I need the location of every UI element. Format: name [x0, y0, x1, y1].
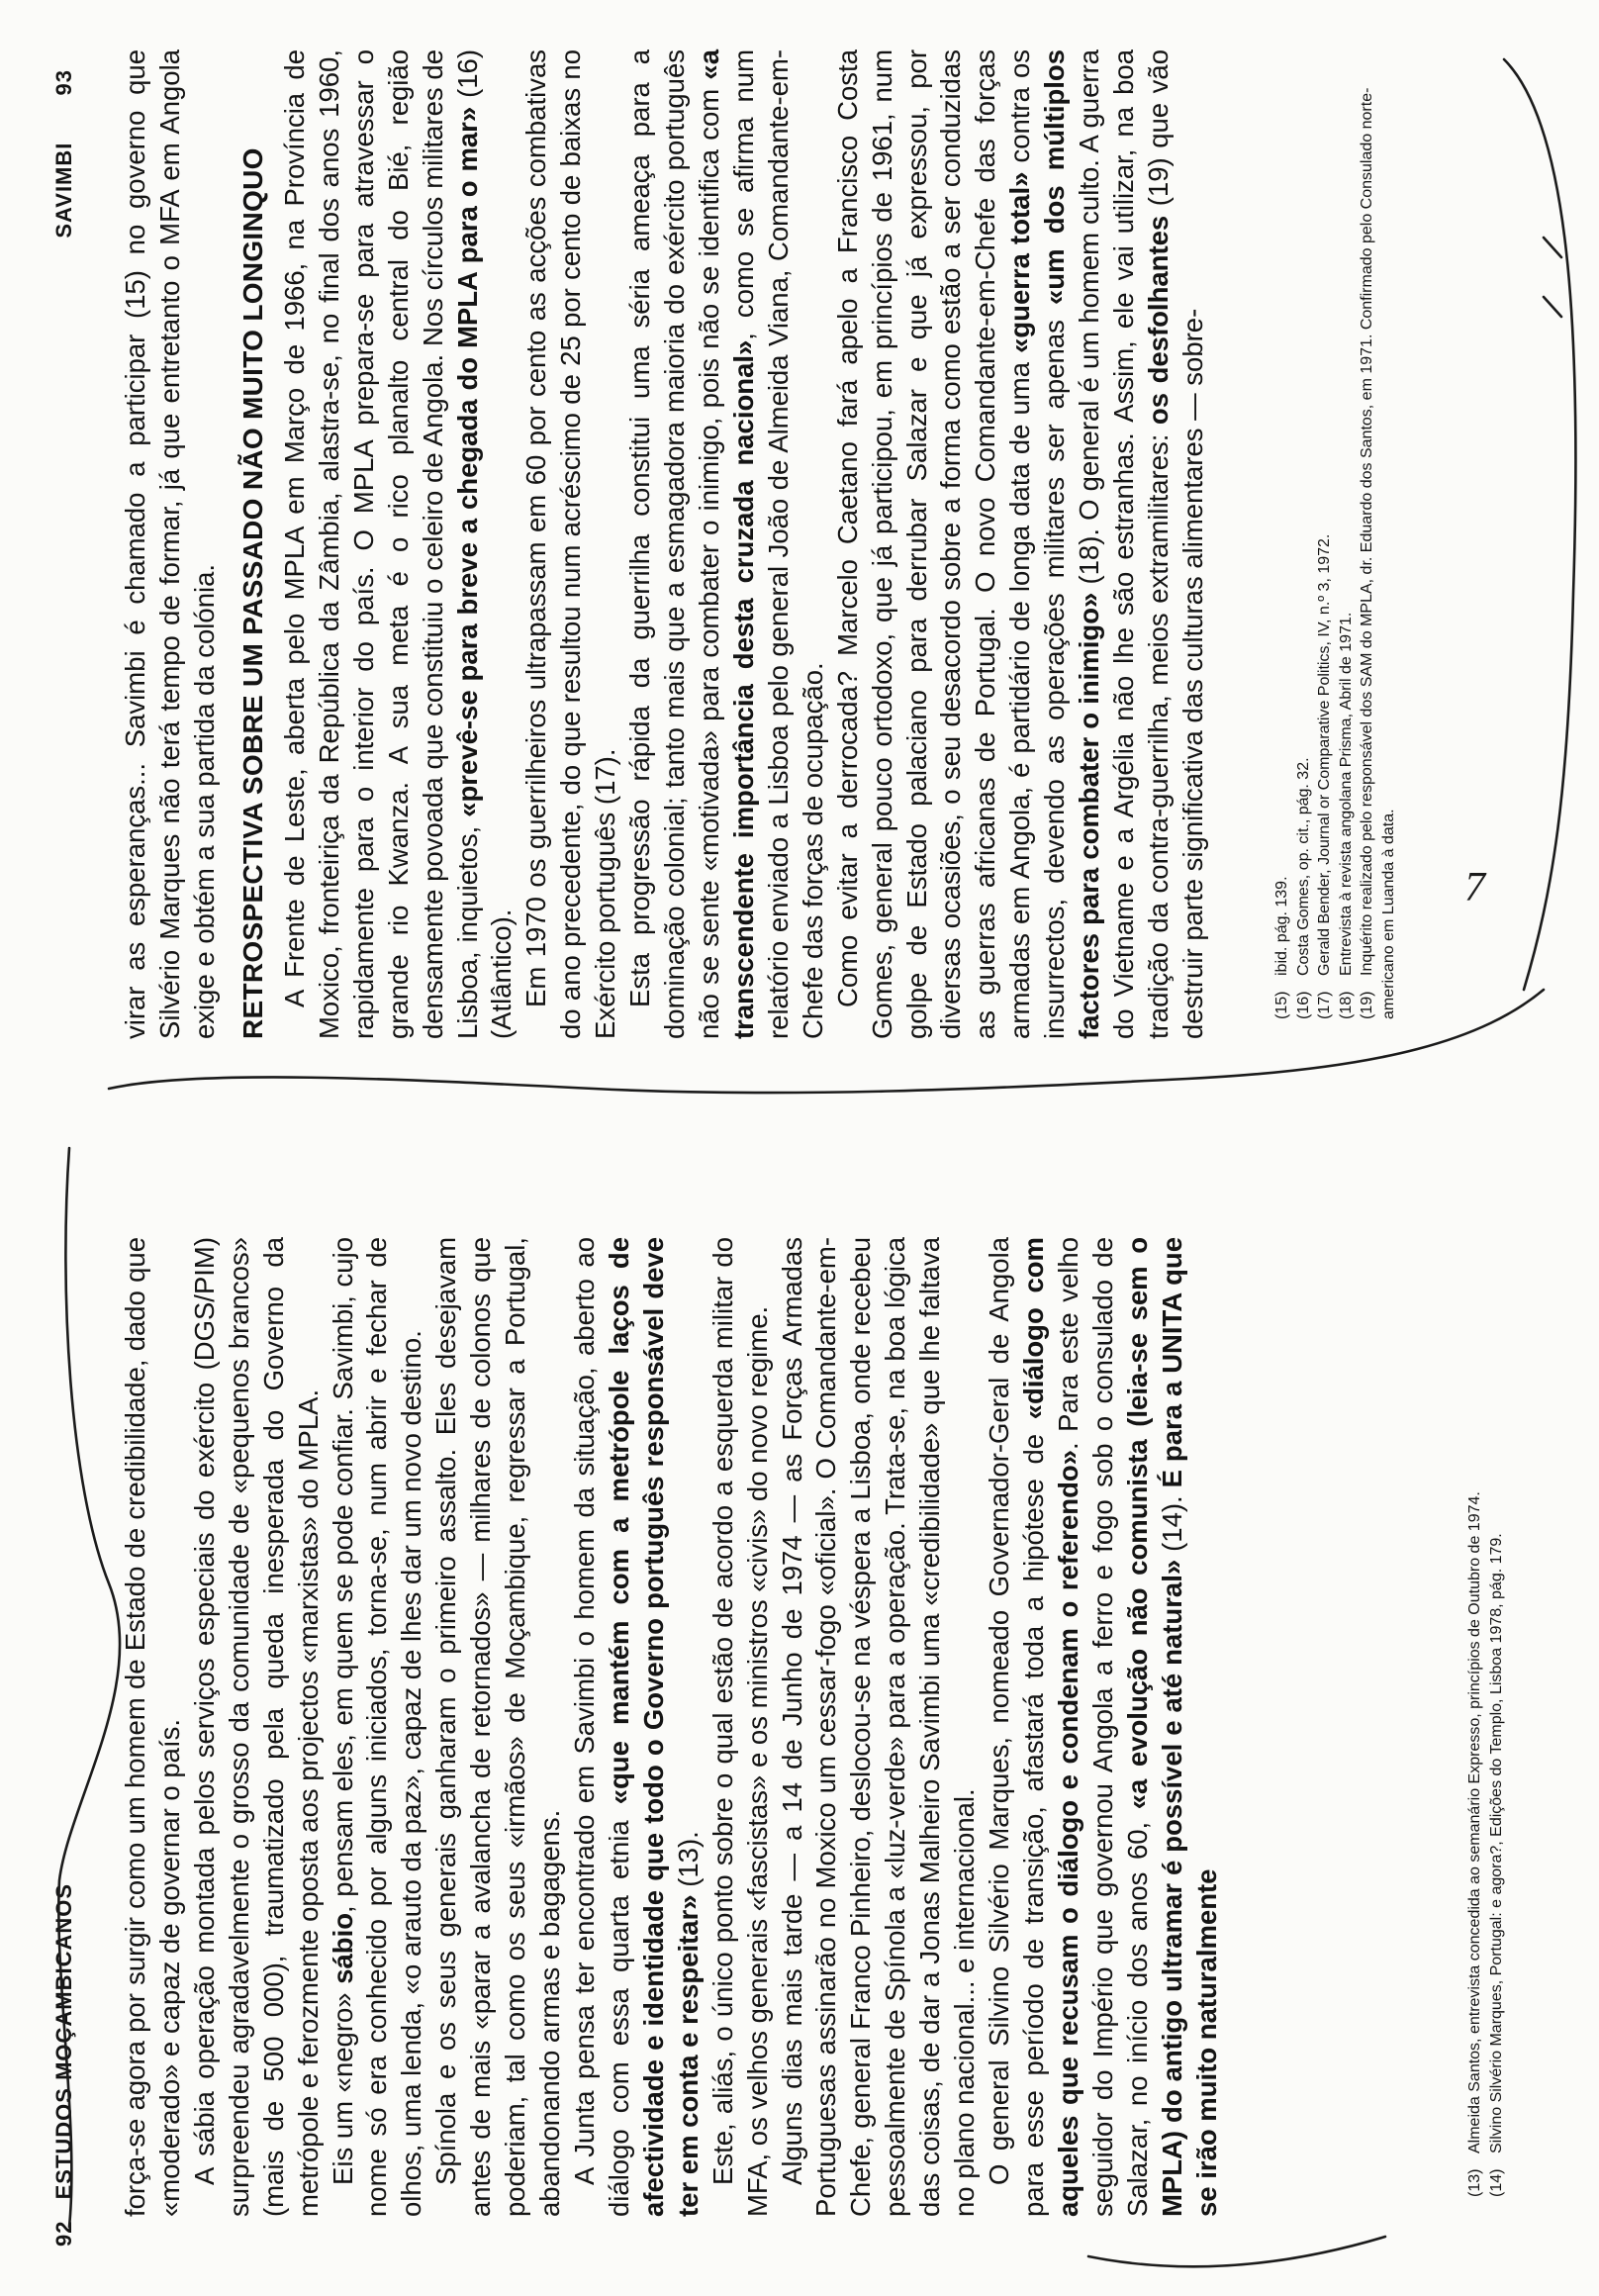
body-paragraph [831, 49, 1211, 1039]
footnote [1293, 59, 1315, 1019]
footnote [1486, 1247, 1508, 2197]
footnote [1464, 1247, 1486, 2197]
emphasis-text: «prevê-se para breve a chegada do MPLA para o mar» [451, 106, 483, 817]
text-run: . Para este velho seguidor do Império que governou Angola a ferro e fogo sob o consulado de Salazar, no início dos anos 60, [1052, 1237, 1153, 2217]
section-heading: RETROSPECTIVA SOBRE UM PASSADO NÃO MUITO LONGINQUO [236, 147, 268, 1039]
footnote-text: Silvino Silvério Marques, Portugal: e agora?, Edições do Templo, Lisboa 1978, pág. 179. [1487, 1533, 1505, 2153]
text-run: (16) (Atlântico). [451, 49, 517, 1039]
running-head-left [51, 1883, 77, 2247]
text-run: A Frente de Leste, aberta pelo MPLA em Março de 1966, na Província de Moxico, fronteiriça da República da Zâmbia, alastra-se, no final dos anos 1960, rapidamente para o interior do país. O MPLA prepara-se para atravessar o grande rio Kwanza. A sua meta é o rico planalto central do Bié, região densamente povoada que constituiu o celeiro de Angola. Nos círculos militares de Lisboa, inquietos, [278, 49, 483, 1039]
footnote [1314, 59, 1336, 1019]
running-head-title-left: ESTUDOS MOÇAMBICANOS [51, 1882, 76, 2200]
text-run: Este, aliás, o único ponto sobre o qual estão de acordo a esquerda militar do MFA, os velhos generais «fascistas» e os ministros «civis» do novo regime. [706, 1237, 773, 2217]
text-run: , como se afirma num relatório enviado a Lisboa pelo general João de Almeida Viana, Comandante-em-Chefe das forças de ocupação. [727, 49, 828, 1039]
text-run: Esta progressão rápida da guerrilha constitui uma séria ameaça para a dominação colonial; tanto mais que a esmagadora maioria do exército português não se sente «motivada» para combater o inimigo, pois não se identifica com [624, 49, 724, 1039]
footnote-number: (15) [1273, 991, 1290, 1019]
body-paragraph [623, 49, 831, 1039]
text-run: Em 1970 os guerrilheiros ultrapassam em 60 por cento as acções combativas do ano precedente, do que resultou num acréscimo de 25 por cento de baixas no Exército português (17). [520, 49, 621, 1039]
running-head-right [51, 69, 77, 239]
footnote-text: ibid. pág. 139. [1273, 876, 1290, 976]
right-page [0, 30, 1599, 1089]
body-paragraph [429, 1237, 568, 2217]
left-page [0, 1217, 1599, 2266]
text-run: A Junta pensa ter encontrado em Savimbi o homem da situação, aberto ao diálogo com essa quarta etnia [568, 1237, 634, 2217]
text-run: , pensam eles, em quem se pode confiar. Savimbi, cujo nome só era conhecido por alguns iniciados, torna-se, num abrir e fechar de olhos, uma lenda, «o arauto da paz», capaz de lhes dar um novo destino. [327, 1237, 427, 2217]
text-run: contra os insurrectos, devendo as operações militares ser apenas [1004, 49, 1071, 1039]
text-run: (14). [1156, 1487, 1187, 1560]
left-body-text [119, 1237, 1225, 2217]
body-paragraph [278, 49, 519, 1039]
text-run: virar as esperanças... Savimbi é chamado a participar (15) no governo que Silvério Marques não terá tempo de formar, já que entretanto o MFA em Angola exige e obtém a sua partida da colónia. [120, 49, 220, 1039]
body-paragraph [119, 49, 223, 1039]
emphasis-text: sábio [327, 1912, 358, 1984]
emphasis-text: «que mantém com a metrópole laços de afectividade e identidade que todo o Governo português responsável deve ter em conta e respeitar» [603, 1237, 704, 2217]
footnote-number: (16) [1294, 991, 1312, 1019]
footnote-text: Inquérito realizado pelo responsável dos SAM do MPLA, dr. Eduardo dos Santos, em 1971. Confirmado pelo Consulado norte-americano em Luanda à data. [1359, 87, 1397, 1019]
text-run: A sábia operação montada pelos serviços especiais do exército (DGS/PIM) surpreendeu agradavelmente o grosso da comunidade de «pequenos brancos» (mais de 500 000), traumatizado pela queda inesperada do Governo da metrópole e ferozmente oposta aos projectos «marxistas» do MPLA. [188, 1237, 324, 2217]
footnote-text: Almeida Santos, entrevista concedida ao semanário Expresso, princípios de Outubro de 1974. [1466, 1491, 1483, 2153]
emphasis-text: «um dos múltiplos factores para combater o inimigo» [1039, 49, 1105, 1039]
footnote [1357, 59, 1399, 1019]
body-paragraph [188, 1237, 327, 2217]
emphasis-text: «a evolução não comunista (leia-se sem o MPLA) do antigo ultramar é possível e até natural» [1121, 1237, 1187, 2217]
text-run: força-se agora por surgir como um homem de Estado de credibilidade, dado que «moderado» e capaz de governar o país. [120, 1237, 185, 2217]
page-number-left: 92 [51, 2220, 76, 2247]
text-run: (18). O general é um homem culto. A guerra do Vietname e a Argélia não lhe são estranhas. Assim, ele vai utilizar, na boa tradição da contra-guerrilha, meios extramilitares: [1074, 49, 1174, 1039]
body-paragraph [776, 1237, 984, 2217]
running-head-title-right: SAVIMBI [51, 142, 76, 239]
text-run: ( [672, 1877, 704, 1895]
text-run: (19) que vão destruir parte significativa das culturas alimentares — sobre- [1142, 49, 1208, 1039]
text-run: ). [672, 1831, 704, 1849]
text-run: 13 [672, 1848, 704, 1878]
text-run: O general Silvino Silvério Marques, nomeado Governador-Geral de Angola para esse período de transição, afastará toda a hipótese de [984, 1237, 1049, 2217]
text-run: Spínola e os seus generais ganharam o primeiro assalto. Eles desejavam antes de mais «parar a avalancha de retornados» — milhares de colonos que poderiam, tal como os seus «irmãos» de Moçambique, regressar a Portugal, abandonando armas e bagagens. [430, 1237, 566, 2217]
footnote-number: (13) [1466, 2168, 1483, 2197]
body-paragraph [706, 1237, 776, 2217]
footnote-number: (19) [1359, 991, 1376, 1019]
footnote-text: Entrevista à revista angolana Prisma, Abril de 1971. [1337, 612, 1355, 976]
text-run: Alguns dias mais tarde — a 14 de Junho de 1974 — as Forças Armadas Portuguesas assinarão no Moxico um cessar-fogo «oficial». O Comandante-em-Chefe, general Franco Pinheiro, deslocou-se na véspera a Lisboa, onde recebeu pessoalmente de Spínola a «luz-verde» para a operação. Trata-se, na boa lógica das coisas, de dar a Jonas Malheiro Savimbi uma «credibilidade» que lhe faltava no plano nacional... e internacional. [776, 1237, 981, 2217]
body-paragraph [568, 1237, 706, 2217]
text-run: Como evitar a derrocada? Marcelo Caetano fará apelo a Francisco Costa Gomes, general pouco ortodoxo, que já participou, em princípios de 1961, num golpe de Estado palaciano para derrubar Salazar e que já expressou, por diversas ocasiões, o seu desacordo sobre a forma como estão a ser conduzidas as guerras africanas de Portugal. O novo Comandante-em-Chefe das forças armadas em Angola, é partidário de longa data de uma [831, 49, 1036, 1039]
right-body-text [119, 49, 1211, 1039]
footnote-number: (17) [1316, 991, 1334, 1019]
body-paragraph [327, 1237, 430, 2217]
footnote-text: Costa Gomes, op. cit., pág. 32. [1294, 757, 1312, 976]
body-paragraph [983, 1237, 1224, 2217]
emphasis-text: «guerra total» [1004, 171, 1036, 353]
footnote-number: (18) [1337, 991, 1355, 1019]
page-number-right: 93 [51, 69, 76, 96]
emphasis-text: os desfolhantes [1142, 215, 1174, 426]
footnote-text: Gerald Bender, Journal or Comparative Politics, IV, n.º 3, 1972. [1316, 533, 1334, 976]
left-footnotes [1464, 1247, 1507, 2197]
emphasis-text: É para a UNITA que se irão muito naturalmente [1156, 1237, 1222, 2217]
text-run: Eis um «negro» [327, 1983, 358, 2185]
body-paragraph [119, 1237, 188, 2217]
footnote [1336, 59, 1358, 1019]
footnote-number: (14) [1487, 2168, 1505, 2197]
handwritten-seven: 7 [1464, 865, 1485, 910]
body-paragraph [519, 49, 623, 1039]
right-footnotes [1271, 59, 1400, 1019]
emphasis-text: «a transcendente importância desta cruzada nacional» [693, 49, 759, 1039]
emphasis-text: «diálogo com aqueles que recusam o diálogo e condenam o referendo» [1017, 1236, 1083, 2217]
footnote [1271, 59, 1293, 1019]
